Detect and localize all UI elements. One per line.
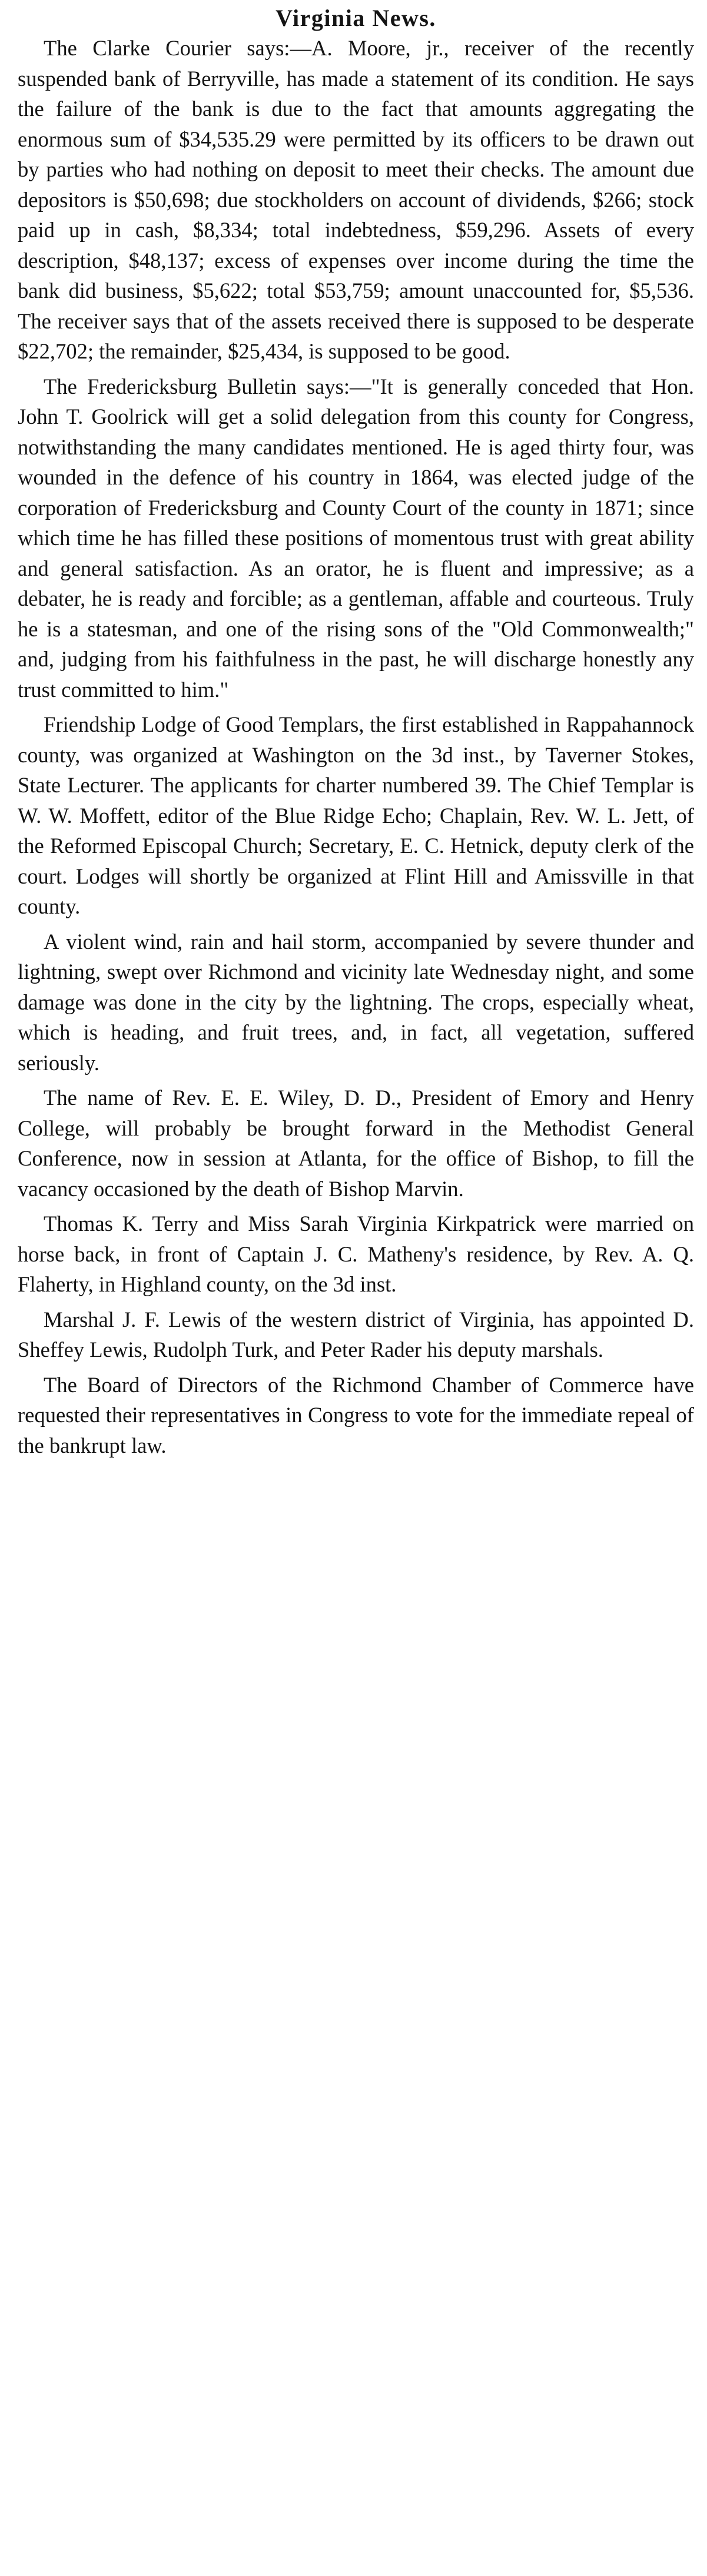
paragraph-clarke-courier: The Clarke Courier says:—A. Moore, jr., receiver of the recently suspended bank of Berryville, has made a statement of its condition. He says the failure of the bank is due to the fact that amounts aggregating the enormous sum of $34,535.29 were permitted by its officers to be drawn out by parties who had nothing on deposit to meet their checks. The amount due depositors is $50,698; due stockholders on account of dividends, $266; stock paid up in cash, $8,334; total indebtedness, $59,296. Assets of every description, $48,137; excess of expenses over income during the time the bank did business, $5,622; total $53,759; amount unaccounted for, $5,536. The receiver says that of the assets received there is supposed to be desperate $22,702; the remainder, $25,434, is supposed to be good. [18,36,694,363]
paragraph-wedding: Thomas K. Terry and Miss Sarah Virginia Kirkpatrick were married on horse back, in front of Captain J. C. Matheny's residence, by Rev. A. Q. Flaherty, in Highland county, on the 3d inst. [18,1211,694,1296]
article-headline: Virginia News. [276,5,436,31]
paragraph-marshal-lewis: Marshal J. F. Lewis of the western district of Virginia, has appointed D. Sheffey Lewis, Rudolph Turk, and Peter Rader his deputy marshals. [18,1307,694,1362]
paragraph-storm: A violent wind, rain and hail storm, accompanied by severe thunder and lightning, swept over Richmond and vicinity late Wednesday night, and some damage was done in the city by the lightning. The crops, especially wheat, which is heading, and fruit trees, and, in fact, all vegetation, suffered seriously. [18,929,694,1075]
paragraph-chamber-of-commerce: The Board of Directors of the Richmond Chamber of Commerce have requested their representatives in Congress to vote for the immediate repeal of the bankrupt law. [18,1372,694,1458]
paragraph-fredericksburg-bulletin: The Fredericksburg Bulletin says:—"It is generally conceded that Hon. John T. Goolrick will get a solid delegation from this county for Congress, notwithstanding the many candidates mentioned. He is aged thirty four, was wounded in the defence of his country in 1864, was elected judge of the corporation of Fredericksburg and County Court of the county in 1871; since which time he has filled these positions of momentous trust with great ability and general satisfaction. As an orator, he is fluent and impressive; as a debater, he is ready and forcible; as a gentleman, affable and courteous. Truly he is a statesman, and one of the rising sons of the "Old Commonwealth;" and, judging from his faithfulness in the past, he will discharge honestly any trust committed to him." [18,374,694,702]
paragraph-rev-wiley: The name of Rev. E. E. Wiley, D. D., President of Emory and Henry College, will probably be brought forward in the Methodist General Conference, now in session at Atlanta, for the office of Bishop, to fill the vacancy occasioned by the death of Bishop Marvin. [18,1085,694,1201]
paragraph-friendship-lodge: Friendship Lodge of Good Templars, the first established in Rappahannock county, was organized at Washington on the 3d inst., by Taverner Stokes, State Lecturer. The applicants for charter numbered 39. The Chief Templar is W. W. Moffett, editor of the Blue Ridge Echo; Chaplain, Rev. W. L. Jett, of the Reformed Episcopal Church; Secretary, E. C. Hetnick, deputy clerk of the court. Lodges will shortly be organized at Flint Hill and Amissville in that county. [18,712,694,918]
